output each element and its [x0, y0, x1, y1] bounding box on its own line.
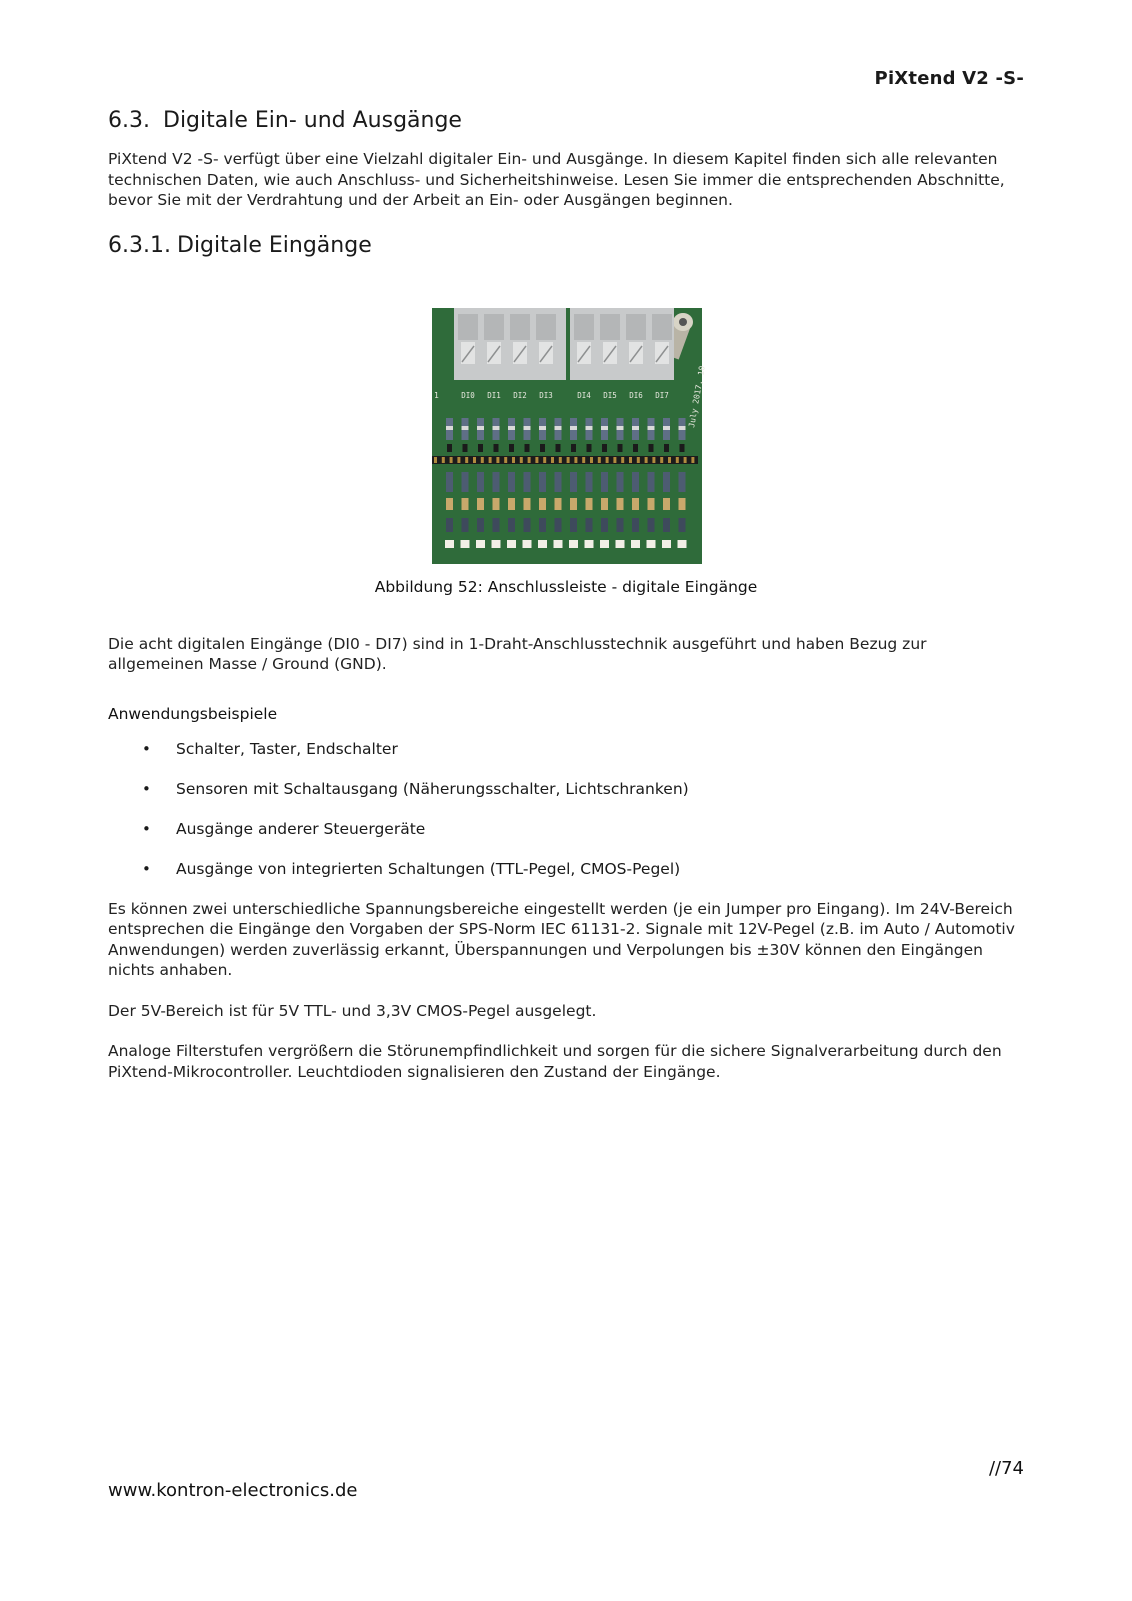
resistor [493, 472, 500, 492]
resistor [601, 518, 608, 532]
resistor [524, 472, 531, 492]
led [631, 540, 640, 548]
subsection-title: Digitale Eingänge [177, 232, 372, 258]
led [678, 540, 687, 548]
terminal-clamp [652, 314, 672, 340]
pin-label: DI5 [603, 390, 617, 400]
paragraph-filter-stages: Analoge Filterstufen vergrößern die Störunempfindlichkeit und sorgen für die sichere Signalverarbeitung durch den PiXtend-Mikrocontroller. Leuchtdioden signalisieren den Zustand der Eingänge. [108, 1042, 1002, 1081]
capacitor [539, 498, 546, 510]
pin-label: DI1 [487, 390, 501, 400]
capacitor [446, 498, 453, 510]
bullet-icon: • [142, 739, 151, 758]
resistor [555, 472, 562, 492]
led [616, 540, 625, 548]
resistor [462, 472, 469, 492]
list-item: • Schalter, Taster, Endschalter [142, 739, 398, 758]
capacitor [648, 498, 655, 510]
resistor [508, 472, 515, 492]
resistor [586, 472, 593, 492]
list-item: • Ausgänge von integrierten Schaltungen (TTL-Pegel, CMOS-Pegel) [142, 859, 681, 878]
pin-1-marking: 1 [434, 390, 439, 400]
led [507, 540, 516, 548]
led [600, 540, 609, 548]
led [445, 540, 454, 548]
capacitor [679, 498, 686, 510]
resistor [648, 472, 655, 492]
capacitor [508, 498, 515, 510]
jumper [680, 444, 685, 452]
list-item: • Sensoren mit Schaltausgang (Näherungsschalter, Lichtschranken) [142, 779, 689, 798]
bullet-icon: • [142, 859, 151, 878]
resistor [446, 518, 453, 532]
section-intro: PiXtend V2 -S- verfügt über eine Vielzahl digitaler Ein- und Ausgänge. In diesem Kapitel finden sich alle relevanten technischen Daten, wie auch Anschluss- und Sicherheitshinweise. Lesen Sie immer die entsprechenden Abschnitte, bevor Sie mit der Verdrahtung und der Arbeit an Ein- oder Ausgängen beginnen. [108, 150, 1005, 209]
figure-caption: Abbildung 52: Anschlussleiste - digitale Eingänge [374, 577, 758, 596]
jumper [602, 444, 607, 452]
resistor [570, 518, 577, 532]
pin-label: DI7 [655, 390, 669, 400]
led [461, 540, 470, 548]
capacitor [570, 498, 577, 510]
capacitor [524, 498, 531, 510]
resistor [462, 518, 469, 532]
section-title: Digitale Ein- und Ausgänge [163, 108, 462, 133]
jumper [556, 444, 561, 452]
examples-list [108, 739, 1024, 879]
capacitor [462, 498, 469, 510]
figure-terminal-photo [432, 308, 707, 564]
resistor [679, 518, 686, 532]
resistor [663, 472, 670, 492]
resistor [663, 518, 670, 532]
resistor [632, 472, 639, 492]
resistor [477, 518, 484, 532]
terminal-clamp [536, 314, 556, 340]
section-number: 6.3. [108, 108, 150, 133]
resistor [524, 518, 531, 532]
pin-label: DI3 [539, 390, 553, 400]
resistor [679, 472, 686, 492]
capacitor [493, 498, 500, 510]
resistor [539, 518, 546, 532]
terminal-clamp [458, 314, 478, 340]
subsection-heading [108, 233, 1024, 258]
terminal-clamp [626, 314, 646, 340]
pin-header-row [432, 456, 698, 464]
resistor [617, 472, 624, 492]
led [569, 540, 578, 548]
pin-label: DI6 [629, 390, 643, 400]
led [585, 540, 594, 548]
pcb-photo-illustration [432, 308, 707, 564]
footer-website: www.kontron-electronics.de [108, 1480, 358, 1501]
resistor [539, 472, 546, 492]
jumper [478, 444, 483, 452]
resistor [617, 518, 624, 532]
led [523, 540, 532, 548]
jumper [494, 444, 499, 452]
bullet-icon: • [142, 779, 151, 798]
led [476, 540, 485, 548]
header-product-name: PiXtend V2 -S- [874, 68, 1024, 89]
jumper [633, 444, 638, 452]
examples-heading: Anwendungsbeispiele [108, 704, 278, 723]
terminal-clamp [484, 314, 504, 340]
capacitor [555, 498, 562, 510]
paragraph-inputs-description: Die acht digitalen Eingänge (DI0 - DI7) sind in 1-Draht-Anschlusstechnik ausgeführt und haben Bezug zur allgemeinen Masse / Ground (GND). [108, 634, 927, 673]
jumper [447, 444, 452, 452]
paragraph-voltage-ranges: Es können zwei unterschiedliche Spannungsbereiche eingestellt werden (je ein Jumper pro Eingang). Im 24V-Bereich entsprechen die Eingänge den Vorgaben der SPS-Norm IEC 61131-2. Signale mit 12V-Pegel (z.B. im Auto / Automotiv Anwendungen) werden zuverlässig erkannt, Überspannungen und Verpolungen bis ±30V können den Eingängen nichts anhaben. [108, 899, 1015, 979]
terminal-clamp [600, 314, 620, 340]
pin-label: DI4 [577, 390, 591, 400]
section-heading [108, 108, 1024, 133]
bullet-icon: • [142, 819, 151, 838]
jumper [664, 444, 669, 452]
terminal-clamp [574, 314, 594, 340]
jumper [525, 444, 530, 452]
resistor [555, 518, 562, 532]
resistor [493, 518, 500, 532]
capacitor [477, 498, 484, 510]
subsection-number: 6.3.1. [108, 232, 171, 258]
led [538, 540, 547, 548]
led [647, 540, 656, 548]
capacitor [617, 498, 624, 510]
capacitor [601, 498, 608, 510]
jumper [649, 444, 654, 452]
list-item: • Ausgänge anderer Steuergeräte [142, 819, 426, 838]
page-number: //74 [988, 1458, 1024, 1479]
pin-label: DI0 [461, 390, 475, 400]
resistor [570, 472, 577, 492]
resistor [601, 472, 608, 492]
pin-label: DI2 [513, 390, 527, 400]
jumper [571, 444, 576, 452]
terminal-clamp [510, 314, 530, 340]
led [554, 540, 563, 548]
capacitor [632, 498, 639, 510]
page-content [108, 108, 1024, 1082]
jumper [540, 444, 545, 452]
jumper [618, 444, 623, 452]
resistor [632, 518, 639, 532]
board-marking: July 2017, 10 [687, 364, 707, 428]
capacitor [586, 498, 593, 510]
capacitor [663, 498, 670, 510]
resistor [648, 518, 655, 532]
jumper [509, 444, 514, 452]
resistor [508, 518, 515, 532]
paragraph-5v-range: Der 5V-Bereich ist für 5V TTL- und 3,3V CMOS-Pegel ausgelegt. [108, 1001, 597, 1020]
resistor [446, 472, 453, 492]
resistor [477, 472, 484, 492]
resistor [586, 518, 593, 532]
led [662, 540, 671, 548]
led [492, 540, 501, 548]
jumper [463, 444, 468, 452]
jumper [587, 444, 592, 452]
